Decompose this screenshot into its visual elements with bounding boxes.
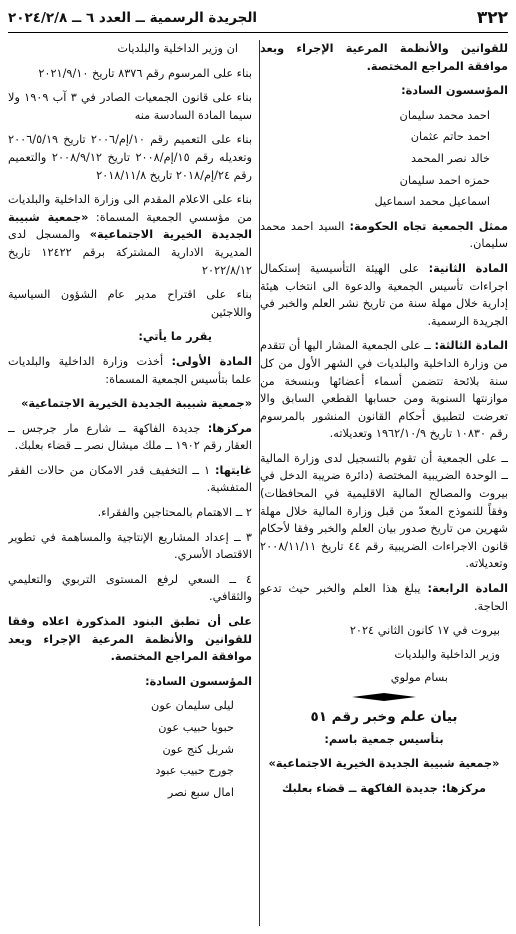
article-2-label: المادة الثانية:: [428, 261, 508, 275]
article-3-label: المادة الثالثة:: [434, 339, 508, 353]
founders-list: [8, 697, 252, 801]
headquarters-label: مركزها:: [207, 421, 252, 435]
notice-title: بيان علم وخبر رقم ٥١: [310, 709, 458, 725]
article-2: [260, 260, 508, 330]
founders-list: [260, 107, 508, 211]
founder-item: اسماعيل محمد اسماعيل: [374, 195, 490, 209]
signature-title: وزير الداخلية والبلديات: [394, 647, 500, 661]
signature-name: بسام مولوي: [390, 671, 448, 685]
section-separator: [260, 693, 508, 701]
goal-1: ١ ــ التخفيف قدر الامكان من حالات الفقر المتفشية.: [8, 463, 252, 495]
headquarters: [8, 420, 252, 455]
citation-decree: بناء على المرسوم رقم ٨٣٧٦ تاريخ ٢٠٢١/٩/١٠: [38, 66, 252, 80]
founder-item: احمد حاتم عثمان: [410, 130, 490, 144]
citation-notification-a: بناء على الاعلام المقدم الى وزارة الداخلية والبلديات من مؤسسي الجمعية المسماة:: [8, 193, 252, 224]
notice-association-name: «جمعية شبيبة الجديدة الخيرية الاجتماعية»: [268, 757, 500, 771]
founder-item: امال سبع نصر: [167, 785, 234, 799]
article-3: [260, 337, 508, 443]
article-1: [8, 353, 252, 388]
article-3-continued: ــ على الجمعية أن تقوم بالتسجيل لدى وزارة المالية ــ الوحدة الضريبية المختصة (دائرة ضريبة الدخل في بيروت والمصالح المالية الاقليمية في المحافظات) وفقاً للنموذج المعدّ من قبل وزارة المالية خلال مهلة شهرين من تاريخ صدور بيان العلم والخبر وفقا لأحكام قانون الاجراءات الضريبية رقم ٤٤ تاريخ ٢٠٠٨/١١/١١ وتعديلاته.: [260, 451, 508, 571]
article-1-text: أخذت وزارة الداخلية والبلديات علما بتأسيس الجمعية المسماة:: [8, 354, 252, 386]
page-number: ٣٢٢: [476, 8, 508, 28]
diamond-rule-icon: [352, 693, 416, 701]
gov-rep-label: ممثل الجمعية تجاه الحكومة:: [349, 219, 508, 233]
right-column: [260, 40, 508, 926]
goals-label: غايتها:: [214, 463, 252, 477]
running-title: الجريدة الرسمية ــ العدد ٦ ــ ٢٠٢٤/٢/٨: [8, 10, 258, 26]
goals: [8, 462, 252, 497]
headquarters-text: جديدة الفاكهة ــ شارع مار جرجس ــ العقار رقم ١٩٠٢ ــ ملك ميشال نصر ــ قضاء بعلبك.: [8, 421, 252, 453]
article-4-text: يبلغ هذا العلم والخبر حيث تدعو الحاجة.: [260, 582, 508, 613]
left-column: [8, 40, 252, 926]
decides-heading: يقرر ما يأتي:: [138, 330, 212, 344]
page-header: [8, 4, 508, 33]
citation-notification-assoc: «جمعية شبيبة الجديدة الخيرية الاجتماعية»: [8, 210, 252, 242]
gov-rep-paragraph: [260, 218, 508, 253]
condition-paragraph: على أن تطبق البنود المذكورة اعلاه وفقا للقوانين والأنظمة المرعية الإجراء وبعد موافقة المراجع المختصة.: [8, 615, 252, 664]
notice-headquarters: مركزها: جديدة الفاكهة ــ قضاء بعلبك: [282, 781, 486, 795]
association-name: «جمعية شبيبة الجديدة الخيرية الاجتماعية»: [21, 397, 252, 411]
founder-item: خالد نصر المحمد: [410, 151, 490, 165]
article-4-label: المادة الرابعة:: [427, 582, 508, 596]
citation-notification: [8, 191, 252, 279]
founder-item: حبوبا حبيب عون: [158, 721, 234, 734]
founder-item: احمد محمد سليمان: [399, 108, 490, 122]
minister-intro: ان وزير الداخلية والبلديات: [117, 42, 238, 55]
founder-item: جورج حبيب عبود: [155, 764, 234, 778]
founder-item: شربل كنج عون: [162, 742, 234, 756]
founder-item: حمزه احمد سليمان: [399, 173, 490, 187]
article-2-text: على الهيئة التأسيسية إستكمال اجراءات تأسيس الجمعية والدعوة الى انتخاب هيئة إدارية خلال مهلة سنة من تاريخ نشر العلم والخبر في الجريدة الرسمية.: [260, 261, 508, 328]
article-1-label: المادة الأولى:: [171, 354, 252, 368]
citation-proposal: بناء على اقتراح مدير عام الشؤون السياسية واللاجئين: [8, 288, 252, 319]
intro-paragraph: للقوانين والأنظمة المرعية الإجراء وبعد موافقة المراجع المختصة.: [260, 42, 508, 73]
goal-3: ٣ ــ إعداد المشاريع الإنتاجية والمساهمة في تطوير الاقتصاد الأسري.: [8, 530, 252, 562]
notice-subtitle: بتأسيس جمعية باسم:: [324, 732, 444, 746]
citation-notification-c: والمسجل لدى المديرية الادارية المشتركة برقم ١٢٤٢٢ تاريخ ٢٠٢٢/٨/١٢: [8, 228, 252, 277]
founder-item: ليلى سليمان عون: [151, 699, 234, 713]
article-3-text: ــ على الجمعية المشار اليها أن تتقدم من وزارة الداخلية والبلديات في الشهر الأول من كل سنة بلائحة تتضمن أسماء أعضائها وبنسخة من موازنتها السنوية ومن حسابها القطعي السابق والا تعرضت لتطبيق أحكام القانون المنشور بالمرسوم رقم ١٠٨٣٠ تاريخ ١٩٦٢/١٠/٩ وتعديلاته.: [260, 339, 508, 441]
citation-law: بناء على قانون الجمعيات الصادر في ٣ آب ١٩٠٩ ولا سيما المادة السادسة منه: [8, 91, 252, 122]
article-4: [260, 580, 508, 615]
goal-2: ٢ ــ الاهتمام بالمحتاجين والفقراء.: [97, 506, 252, 520]
founders-heading: المؤسسون السادة:: [145, 674, 252, 688]
citation-circulars: بناء على التعميم رقم ١٠/إم/٢٠٠٦ تاريخ ٢٠٠٦/٥/١٩ وتعديله رقم ١٥/إم/٢٠٠٨ تاريخ ٢٠٠٨/٩/١٢ والتعميم رقم ٢٤/إم/٢٠١٨ تاريخ ٢٠١٨/١١/٨: [8, 133, 252, 182]
signature-date: بيروت في ١٧ كانون الثاني ٢٠٢٤: [349, 624, 500, 638]
gov-rep-value: السيد احمد محمد سليمان.: [260, 219, 508, 251]
goal-4: ٤ ــ السعي لرفع المستوى التربوي والتعليمي والثقافي.: [8, 572, 252, 604]
founders-heading: المؤسسون السادة:: [401, 84, 508, 98]
